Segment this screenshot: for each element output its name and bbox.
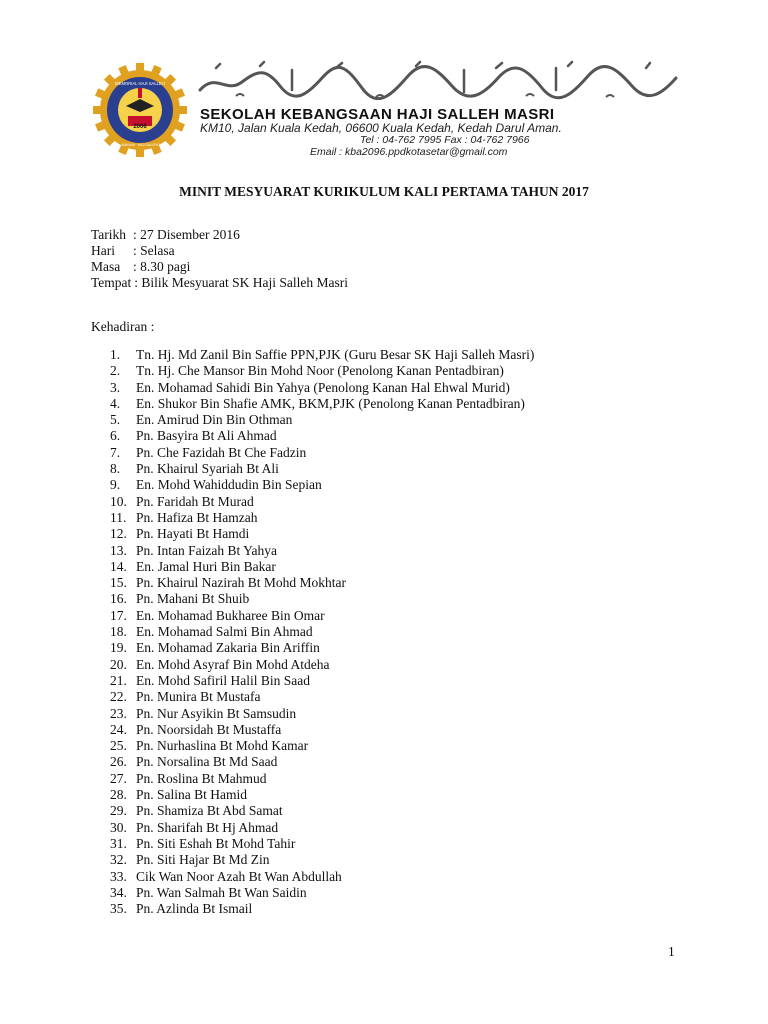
attendee-name: En. Mohd Wahiddudin Bin Sepian — [136, 477, 322, 493]
attendee-number: 8. — [110, 461, 121, 477]
attendee-item — [110, 559, 534, 575]
attendee-item — [110, 428, 534, 444]
attendee-number: 13. — [110, 542, 127, 558]
attendee-item — [110, 477, 534, 493]
attendee-item — [110, 608, 534, 624]
attendee-number: 17. — [110, 607, 127, 623]
school-name: SEKOLAH KEBANGSAAN HAJI SALLEH MASRI — [200, 106, 555, 123]
jawi-school-name-graphic — [196, 60, 680, 100]
attendee-item — [110, 363, 534, 379]
attendee-name: En. Mohamad Zakaria Bin Ariffin — [136, 640, 320, 656]
attendee-item — [110, 754, 534, 770]
attendee-number: 30. — [110, 819, 127, 835]
meta-row-tempat — [91, 275, 348, 291]
attendee-number: 10. — [110, 493, 127, 509]
attendee-number: 21. — [110, 672, 127, 688]
attendee-name: En. Mohamad Sahidi Bin Yahya (Penolong Kanan Hal Ehwal Murid) — [136, 379, 510, 395]
attendee-item — [110, 380, 534, 396]
attendee-number: 9. — [110, 477, 121, 493]
attendee-list — [110, 347, 534, 917]
page-number: 1 — [668, 944, 675, 959]
attendee-item — [110, 591, 534, 607]
attendee-name: Pn. Noorsidah Bt Mustaffa — [136, 721, 282, 737]
meta-label: Tempat — [91, 275, 132, 290]
attendee-item — [110, 803, 534, 819]
attendee-name: Pn. Nurhaslina Bt Mohd Kamar — [136, 738, 309, 754]
attendee-name: Pn. Siti Hajar Bt Md Zin — [136, 852, 270, 868]
attendee-item — [110, 543, 534, 559]
attendee-number: 31. — [110, 835, 127, 851]
meta-value: : Bilik Mesyuarat SK Haji Salleh Masri — [134, 275, 349, 290]
attendee-name: En. Amirud Din Bin Othman — [136, 412, 293, 428]
meta-value: : 27 Disember 2016 — [133, 227, 240, 242]
school-address: KM10, Jalan Kuala Kedah, 06600 Kuala Kedah, Kedah Darul Aman. — [200, 121, 562, 135]
attendee-number: 4. — [110, 395, 121, 411]
attendee-name: Pn. Salina Bt Hamid — [136, 787, 247, 803]
attendee-name: En. Mohamad Salmi Bin Ahmad — [136, 624, 313, 640]
attendee-item — [110, 885, 534, 901]
attendee-name: Pn. Norsalina Bt Md Saad — [136, 754, 278, 770]
attendee-name: En. Mohd Safiril Halil Bin Saad — [136, 672, 310, 688]
attendee-name: Pn. Mahani Bt Shuib — [136, 591, 250, 607]
attendee-number: 19. — [110, 640, 127, 656]
attendee-number: 5. — [110, 412, 121, 428]
school-crest-icon — [90, 60, 190, 160]
attendee-name: Pn. Faridah Bt Murad — [136, 493, 254, 509]
attendee-item — [110, 771, 534, 787]
attendee-name: Pn. Intan Faizah Bt Yahya — [136, 542, 277, 558]
attendee-item — [110, 852, 534, 868]
meta-row-masa — [91, 259, 348, 275]
attendee-number: 11. — [110, 509, 127, 525]
attendee-item — [110, 787, 534, 803]
attendee-number: 3. — [110, 379, 121, 395]
school-email: Email : kba2096.ppdkotasetar@gmail.com — [310, 146, 508, 158]
attendee-number: 27. — [110, 770, 127, 786]
attendee-item — [110, 461, 534, 477]
attendee-number: 29. — [110, 803, 127, 819]
attendee-item — [110, 575, 534, 591]
attendee-name: Pn. Roslina Bt Mahmud — [136, 770, 267, 786]
meta-row-tarikh — [91, 227, 348, 243]
meta-value: : 8.30 pagi — [133, 259, 191, 274]
attendee-name: En. Shukor Bin Shafie AMK, BKM,PJK (Penolong Kanan Pentadbiran) — [136, 395, 525, 411]
attendee-number: 20. — [110, 656, 127, 672]
attendee-number: 34. — [110, 884, 127, 900]
attendee-name: Pn. Shamiza Bt Abd Samat — [136, 803, 283, 819]
document-title: MINIT MESYUARAT KURIKULUM KALI PERTAMA TAHUN 2017 — [179, 184, 589, 199]
attendee-number: 12. — [110, 526, 127, 542]
meta-label: Hari — [91, 243, 115, 258]
attendee-item — [110, 347, 534, 363]
attendance-heading: Kehadiran : — [91, 319, 155, 334]
meta-label: Tarikh — [91, 227, 127, 242]
attendee-name: Pn. Azlinda Bt Ismail — [136, 901, 253, 917]
school-tel-fax: Tel : 04-762 7995 Fax : 04-762 7966 — [360, 134, 530, 146]
attendee-item — [110, 869, 534, 885]
attendee-name: Pn. Che Fazidah Bt Che Fadzin — [136, 444, 307, 460]
attendee-name: Pn. Basyira Bt Ali Ahmad — [136, 428, 277, 444]
attendee-name: Pn. Hafiza Bt Hamzah — [136, 509, 258, 525]
attendee-number: 24. — [110, 721, 127, 737]
attendee-number: 14. — [110, 558, 127, 574]
attendee-item — [110, 640, 534, 656]
meta-value: : Selasa — [133, 243, 175, 258]
attendee-item — [110, 738, 534, 754]
crest-year: 2006 — [133, 124, 147, 130]
attendee-item — [110, 510, 534, 526]
attendee-number: 16. — [110, 591, 127, 607]
attendee-item — [110, 901, 534, 917]
attendee-item — [110, 526, 534, 542]
attendee-name: Pn. Khairul Syariah Bt Ali — [136, 461, 279, 477]
attendee-item — [110, 624, 534, 640]
attendee-number: 32. — [110, 852, 127, 868]
attendee-number: 18. — [110, 624, 127, 640]
attendee-name: Pn. Wan Salmah Bt Wan Saidin — [136, 884, 307, 900]
meta-row-hari — [91, 243, 348, 259]
meeting-details — [91, 227, 348, 291]
attendee-name: Pn. Siti Eshah Bt Mohd Tahir — [136, 835, 296, 851]
attendee-name: Tn. Hj. Md Zanil Bin Saffie PPN,PJK (Guru Besar SK Haji Salleh Masri) — [136, 347, 535, 362]
attendee-item — [110, 494, 534, 510]
crest-top-text: MEMORIAL HAJI SALLEH — [115, 81, 165, 86]
attendee-item — [110, 836, 534, 852]
meta-label: Masa — [91, 259, 121, 274]
attendee-name: Tn. Hj. Che Mansor Bin Mohd Noor (Penolong Kanan Pentadbiran) — [136, 363, 504, 379]
attendee-number: 15. — [110, 575, 127, 591]
attendee-number: 26. — [110, 754, 127, 770]
attendee-name: En. Jamal Huri Bin Bakar — [136, 558, 276, 574]
attendee-name: Pn. Nur Asyikin Bt Samsudin — [136, 705, 297, 721]
attendee-item — [110, 722, 534, 738]
attendee-name: Pn. Munira Bt Mustafa — [136, 689, 261, 705]
attendee-item — [110, 445, 534, 461]
attendee-number: 22. — [110, 689, 127, 705]
attendee-item — [110, 396, 534, 412]
attendee-number: 23. — [110, 705, 127, 721]
attendee-number: 33. — [110, 868, 127, 884]
attendee-item — [110, 657, 534, 673]
attendee-number: 35. — [110, 901, 127, 917]
attendee-item — [110, 412, 534, 428]
attendee-name: En. Mohamad Bukharee Bin Omar — [136, 607, 325, 623]
attendee-name: Pn. Khairul Nazirah Bt Mohd Mokhtar — [136, 575, 346, 591]
attendee-item — [110, 689, 534, 705]
attendee-name: Cik Wan Noor Azah Bt Wan Abdullah — [136, 868, 342, 884]
attendee-number: 6. — [110, 428, 121, 444]
attendee-number: 28. — [110, 787, 127, 803]
attendee-number: 25. — [110, 738, 127, 754]
attendee-number: 7. — [110, 444, 121, 460]
attendee-item — [110, 673, 534, 689]
attendee-name: Pn. Hayati Bt Hamdi — [136, 526, 250, 542]
attendee-item — [110, 820, 534, 836]
attendee-number: 1. — [110, 347, 121, 362]
attendee-item — [110, 706, 534, 722]
attendee-name: Pn. Sharifah Bt Hj Ahmad — [136, 819, 279, 835]
attendee-number: 2. — [110, 363, 121, 379]
attendee-name: En. Mohd Asyraf Bin Mohd Atdeha — [136, 656, 330, 672]
crest-motto: ILMU · AMANAH · HAJI SALLEH MASRI — [111, 143, 169, 147]
